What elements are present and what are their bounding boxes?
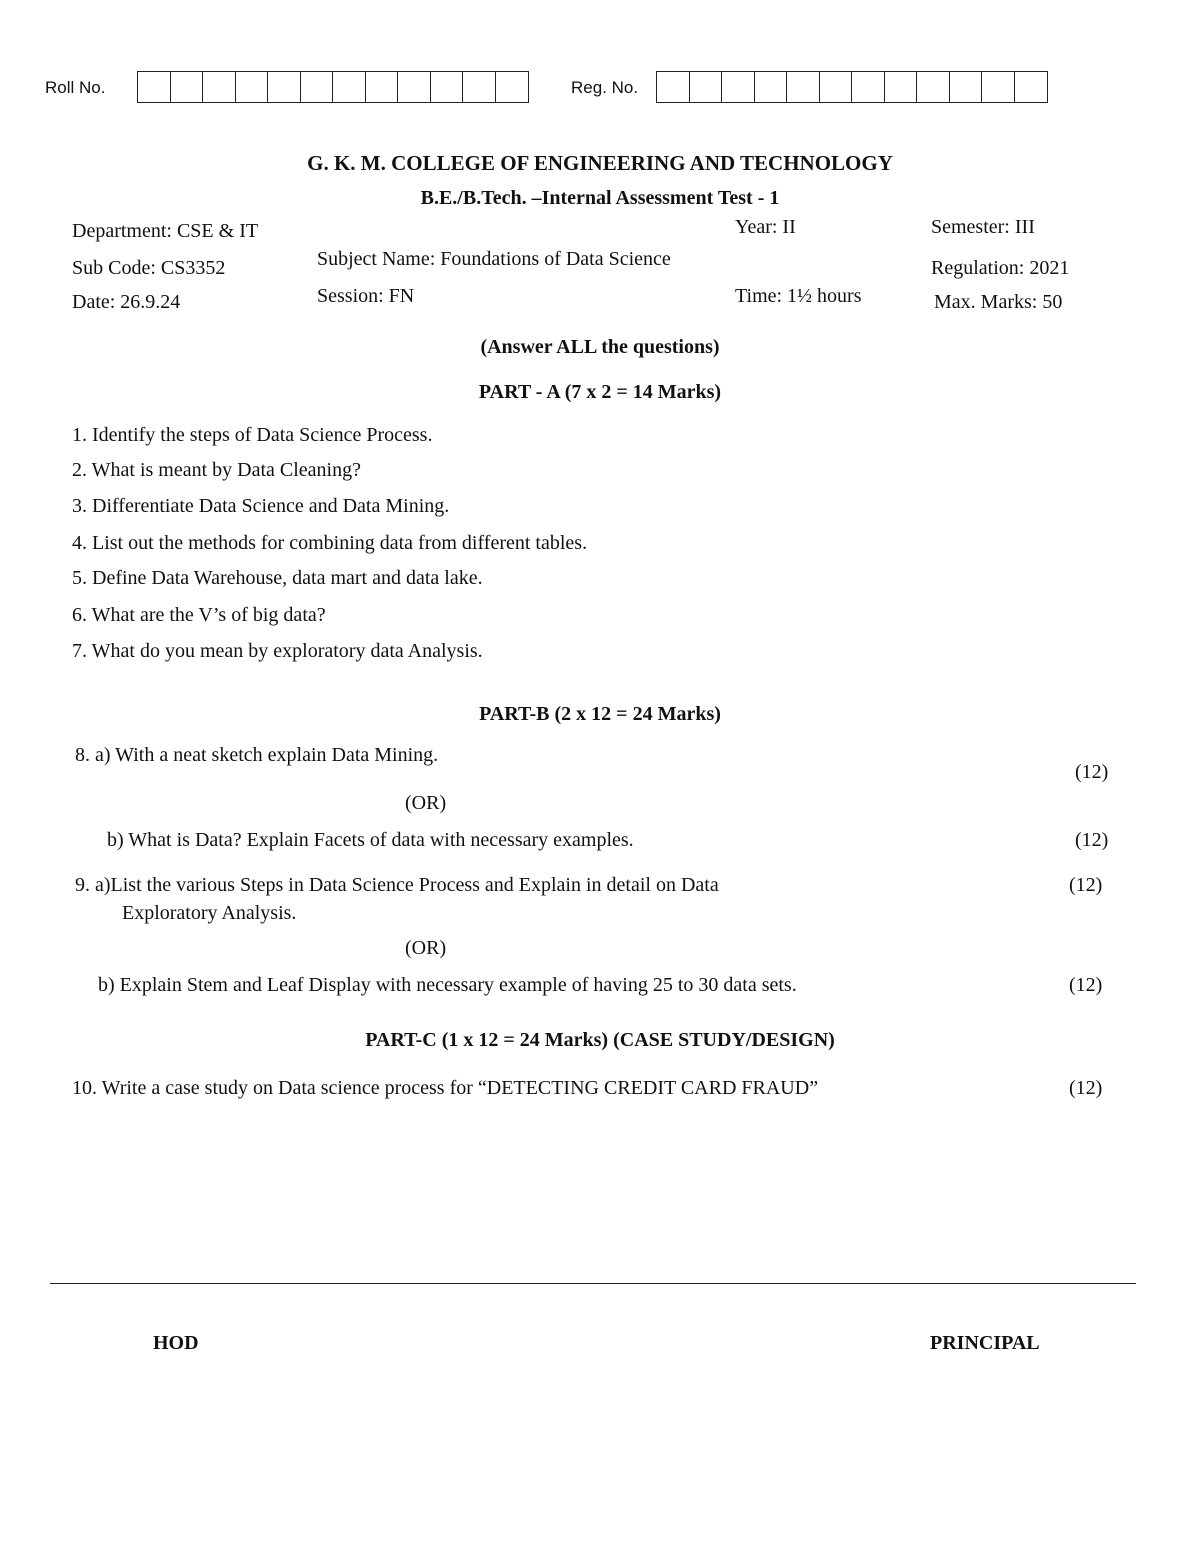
principal-signature: PRINCIPAL bbox=[930, 1332, 1040, 1354]
roll-no-boxes[interactable] bbox=[137, 71, 529, 103]
question-6: 6. What are the V’s of big data? bbox=[72, 604, 326, 626]
question-10-marks: (12) bbox=[1069, 1077, 1103, 1099]
question-5: 5. Define Data Warehouse, data mart and data lake. bbox=[72, 567, 483, 589]
question-7: 7. What do you mean by exploratory data Analysis. bbox=[72, 640, 483, 662]
year: Year: II bbox=[735, 216, 796, 238]
session: Session: FN bbox=[317, 285, 415, 307]
question-2: 2. What is meant by Data Cleaning? bbox=[72, 459, 361, 481]
question-9a-marks: (12) bbox=[1069, 874, 1103, 896]
question-3: 3. Differentiate Data Science and Data Mining. bbox=[72, 495, 450, 517]
or-separator: (OR) bbox=[405, 792, 447, 814]
hod-signature: HOD bbox=[153, 1332, 199, 1354]
question-9a: 9. a)List the various Steps in Data Science Process and Explain in detail on Data bbox=[75, 874, 719, 896]
date: Date: 26.9.24 bbox=[72, 291, 181, 313]
reg-no-boxes[interactable] bbox=[656, 71, 1048, 103]
max-marks: Max. Marks: 50 bbox=[934, 291, 1063, 313]
question-8b: b) What is Data? Explain Facets of data with necessary examples. bbox=[107, 829, 634, 851]
department: Department: CSE & IT bbox=[72, 220, 259, 242]
or-separator: (OR) bbox=[405, 937, 447, 959]
subject-name: Subject Name: Foundations of Data Science bbox=[317, 248, 671, 270]
question-8b-marks: (12) bbox=[1075, 829, 1109, 851]
semester: Semester: III bbox=[931, 216, 1035, 238]
sub-code: Sub Code: CS3352 bbox=[72, 257, 226, 279]
question-8a-marks: (12) bbox=[1075, 761, 1109, 783]
reg-no-label: Reg. No. bbox=[571, 78, 639, 97]
question-9b: b) Explain Stem and Leaf Display with necessary example of having 25 to 30 data sets. bbox=[98, 974, 797, 996]
question-1: 1. Identify the steps of Data Science Process. bbox=[72, 424, 433, 446]
test-title: B.E./B.Tech. –Internal Assessment Test - 1 bbox=[420, 187, 780, 209]
question-10: 10. Write a case study on Data science process for “DETECTING CREDIT CARD FRAUD” bbox=[72, 1077, 819, 1099]
college-name: G. K. M. COLLEGE OF ENGINEERING AND TECHNOLOGY bbox=[307, 151, 893, 175]
divider-line bbox=[50, 1283, 1136, 1284]
part-b-title: PART-B (2 x 12 = 24 Marks) bbox=[479, 703, 721, 725]
part-a-title: PART - A (7 x 2 = 14 Marks) bbox=[478, 381, 722, 403]
question-4: 4. List out the methods for combining data from different tables. bbox=[72, 532, 588, 554]
duration: Time: 1½ hours bbox=[735, 285, 862, 307]
question-9b-marks: (12) bbox=[1069, 974, 1103, 996]
regulation: Regulation: 2021 bbox=[931, 257, 1070, 279]
roll-no-label: Roll No. bbox=[45, 78, 106, 97]
part-c-title: PART-C (1 x 12 = 24 Marks) (CASE STUDY/DESIGN) bbox=[365, 1029, 835, 1051]
question-9a-continued: Exploratory Analysis. bbox=[122, 902, 297, 924]
instruction: (Answer ALL the questions) bbox=[480, 336, 720, 358]
question-8a: 8. a) With a neat sketch explain Data Mining. bbox=[75, 744, 439, 766]
